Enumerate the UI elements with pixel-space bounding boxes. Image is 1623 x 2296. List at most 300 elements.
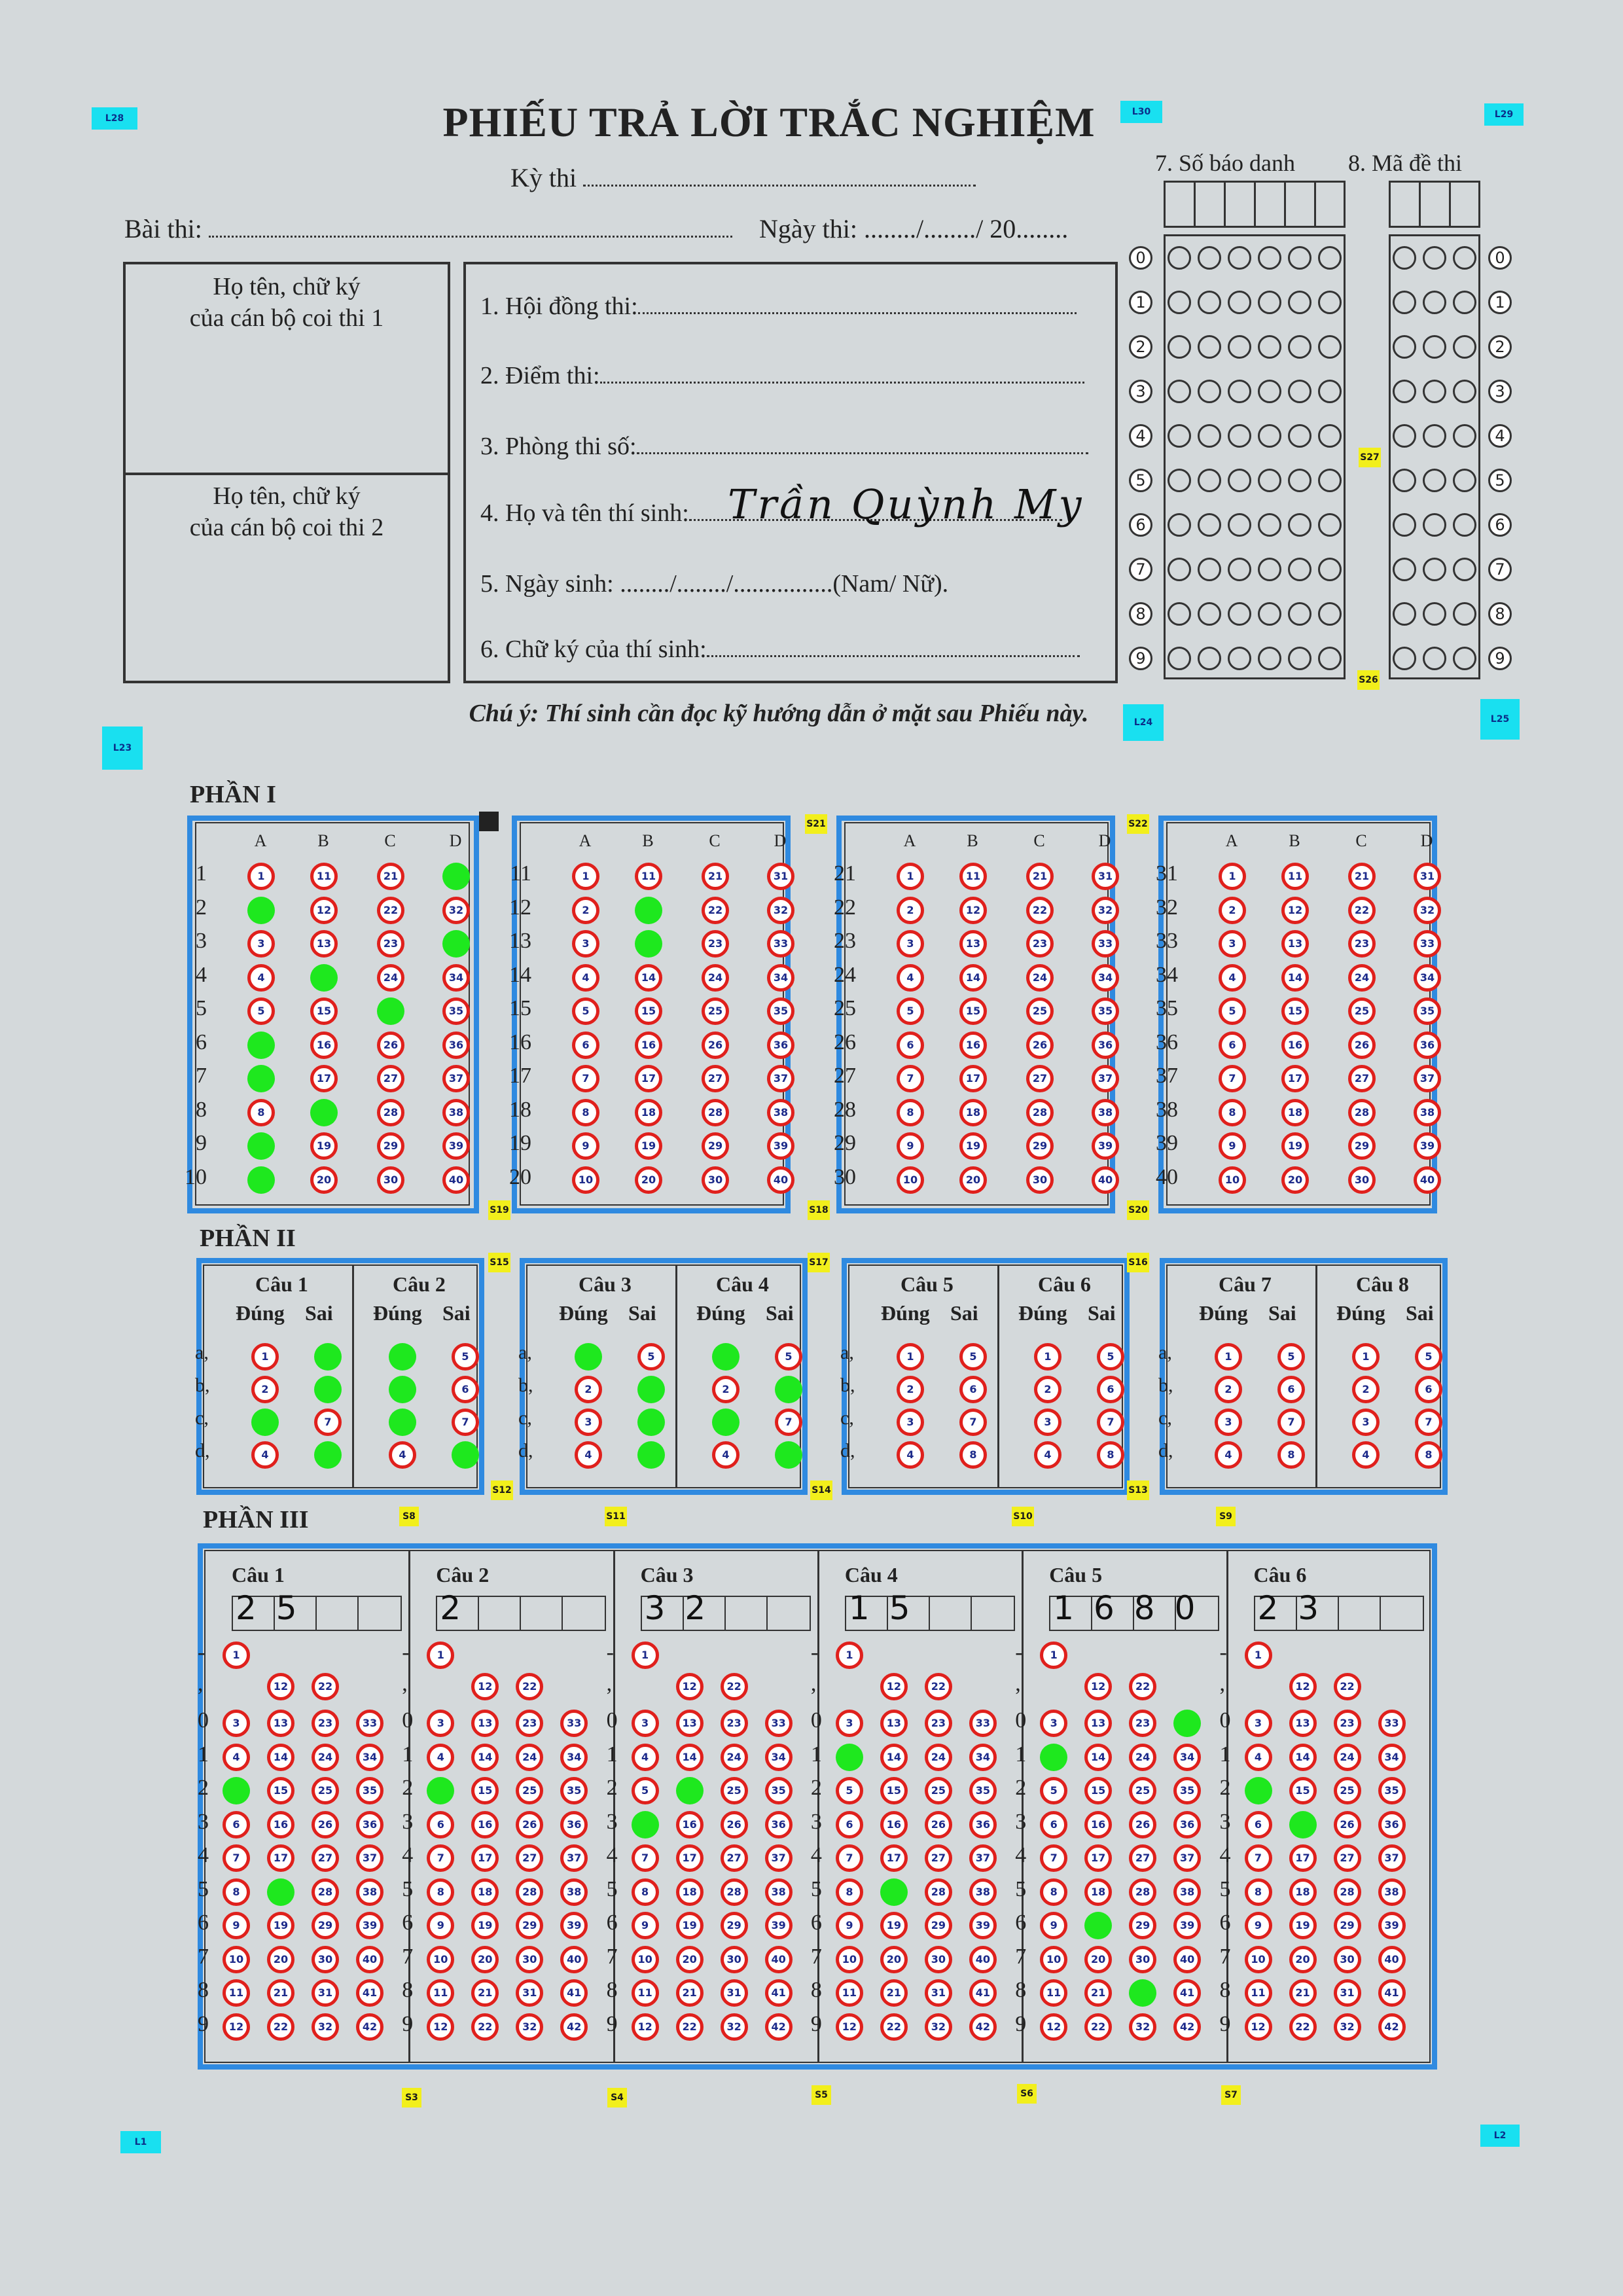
- answer-bubble: 20: [1289, 1946, 1317, 1973]
- answer-bubble: 2: [1034, 1376, 1061, 1403]
- answer-bubble: 29: [1348, 1132, 1376, 1160]
- choice-header: D: [1420, 831, 1433, 850]
- answer-bubble: 10: [572, 1166, 599, 1194]
- sbd-bubble: [1168, 558, 1191, 581]
- made-bubble: [1453, 424, 1476, 448]
- marker-s10: S10: [1012, 1507, 1034, 1526]
- answer-bubble: 31: [312, 1979, 339, 2007]
- row-label: 0: [198, 1708, 209, 1732]
- answer-bubble: 41: [1378, 1979, 1406, 2007]
- answer-bubble: 1: [836, 1641, 863, 1669]
- marker-l30: L30: [1120, 101, 1162, 123]
- marker-s5: S5: [812, 2085, 831, 2105]
- answer-bubble: 35: [1173, 1777, 1201, 1804]
- made-bubble: [1393, 558, 1416, 581]
- answer-bubble: 36: [1414, 1031, 1441, 1059]
- made-bubble: [1393, 602, 1416, 626]
- sbd-bubble: [1168, 647, 1191, 670]
- question-header: Câu 3: [640, 1563, 694, 1587]
- answer-bubble: 9: [1245, 1912, 1272, 1939]
- answer-bubble: 39: [1173, 1912, 1201, 1939]
- sbd-bubble: [1228, 335, 1251, 359]
- answer-bubble: 40: [356, 1946, 383, 1973]
- row-label: 4: [606, 1843, 618, 1867]
- answer-bubble: 42: [560, 2013, 588, 2041]
- field-dots: [600, 375, 1084, 384]
- answer-bubble: 40: [765, 1946, 793, 1973]
- filled-bubble: [442, 863, 470, 890]
- answer-bubble: 29: [1334, 1912, 1361, 1939]
- made-bubble: [1453, 246, 1476, 270]
- row-label: 1: [606, 1742, 618, 1767]
- answer-bubble: 26: [1129, 1811, 1156, 1839]
- filled-bubble: [676, 1777, 704, 1804]
- answer-bubble: 38: [1378, 1878, 1406, 1906]
- answer-bubble: 32: [1129, 2013, 1156, 2041]
- filled-bubble: [314, 1376, 342, 1403]
- row-label: 0: [1219, 1708, 1231, 1732]
- sbd-bubble: [1318, 647, 1342, 670]
- answer-bubble: 1: [1219, 863, 1246, 890]
- row-label: 2: [1015, 1776, 1027, 1800]
- row-label: 4: [1219, 1843, 1231, 1867]
- answer-bubble: 8: [836, 1878, 863, 1906]
- digit-label-right: 8: [1488, 602, 1512, 626]
- filled-bubble: [389, 1343, 416, 1371]
- answer-bubble: 14: [1084, 1744, 1112, 1771]
- answer-bubble: 39: [356, 1912, 383, 1939]
- answer-bubble: 1: [1040, 1641, 1067, 1669]
- answer-bubble: 22: [721, 1673, 748, 1700]
- answer-bubble: 30: [702, 1166, 729, 1194]
- row-label: 0: [1015, 1708, 1027, 1732]
- question-number: 3: [196, 929, 207, 953]
- answer-bubble: 10: [836, 1946, 863, 1973]
- sbd-bubble: [1198, 424, 1221, 448]
- answer-bubble: 1: [247, 863, 275, 890]
- answer-bubble: 30: [312, 1946, 339, 1973]
- sai-header: Sai: [442, 1301, 471, 1325]
- sbd-label: 7. Số báo danh: [1155, 150, 1295, 176]
- phan2-divider: [997, 1265, 999, 1488]
- row-label: c,: [518, 1407, 532, 1429]
- answer-bubble: 20: [676, 1946, 704, 1973]
- answer-bubble: 9: [897, 1132, 924, 1160]
- answer-bubble: 20: [635, 1166, 662, 1194]
- choice-header: D: [774, 831, 787, 850]
- answer-bubble: 7: [223, 1844, 250, 1872]
- sbd-bubble: [1198, 380, 1221, 403]
- answer-bubble: 18: [471, 1878, 499, 1906]
- answer-bubble: 1: [897, 1343, 924, 1371]
- row-label: 8: [198, 1978, 209, 2002]
- answer-bubble: 33: [765, 1710, 793, 1737]
- row-label: 6: [1015, 1910, 1027, 1935]
- row-label: 7: [198, 1944, 209, 1969]
- answer-bubble: 36: [356, 1811, 383, 1839]
- sbd-bubble: [1228, 291, 1251, 314]
- sbd-bubble: [1168, 291, 1191, 314]
- made-bubble: [1453, 291, 1476, 314]
- row-label: a,: [1158, 1342, 1172, 1363]
- answer-bubble: 37: [356, 1844, 383, 1872]
- proctor-2-label: Họ tên, chữ ký của cán bộ coi thi 2: [189, 482, 384, 541]
- choice-header: C: [384, 831, 396, 850]
- sai-header: Sai: [950, 1301, 978, 1325]
- answer-bubble: 26: [1334, 1811, 1361, 1839]
- choice-header: A: [903, 831, 916, 850]
- answer-bubble: 26: [702, 1031, 729, 1059]
- answer-bubble: 19: [635, 1132, 662, 1160]
- made-bubble: [1453, 558, 1476, 581]
- row-label: 7: [606, 1944, 618, 1969]
- filled-bubble: [1289, 1811, 1317, 1839]
- row-label: 3: [1219, 1809, 1231, 1834]
- marker-l25: L25: [1480, 699, 1520, 740]
- answer-bubble: 36: [767, 1031, 794, 1059]
- digit-label-left: 1: [1129, 291, 1152, 314]
- sbd-write-divider: [1314, 181, 1316, 228]
- digit-label-left: 7: [1129, 558, 1152, 581]
- answer-bubble: 11: [959, 863, 987, 890]
- row-label: 9: [810, 2011, 822, 2036]
- answer-bubble: 34: [969, 1744, 997, 1771]
- answer-bubble: 30: [1334, 1946, 1361, 1973]
- answer-bubble: 18: [959, 1099, 987, 1126]
- answer-bubble: 12: [1040, 2013, 1067, 2041]
- digit-label-right: 0: [1488, 246, 1512, 270]
- row-label: 8: [810, 1978, 822, 2002]
- answer-bubble: 4: [247, 964, 275, 992]
- answer-bubble: 12: [1245, 2013, 1272, 2041]
- answer-bubble: 3: [1219, 930, 1246, 958]
- answer-bubble: 31: [767, 863, 794, 890]
- answer-bubble: 7: [572, 1065, 599, 1092]
- answer-bubble: 9: [836, 1912, 863, 1939]
- filled-bubble: [247, 897, 275, 924]
- answer-bubble: 15: [310, 997, 338, 1025]
- answer-bubble: 22: [1334, 1673, 1361, 1700]
- sbd-bubble: [1288, 291, 1311, 314]
- anchor-square: [479, 812, 499, 831]
- answer-bubble: 33: [1092, 930, 1119, 958]
- answer-bubble: 3: [897, 1408, 924, 1436]
- answer-bubble: 39: [1414, 1132, 1441, 1160]
- answer-bubble: 28: [721, 1878, 748, 1906]
- row-label: 3: [1015, 1809, 1027, 1834]
- made-bubble: [1423, 602, 1446, 626]
- filled-bubble: [637, 1408, 665, 1436]
- question-number: 1: [196, 861, 207, 886]
- field-diem-thi-label: 2. Điểm thi:: [480, 362, 600, 389]
- answer-bubble: 34: [767, 964, 794, 992]
- answer-bubble: 7: [959, 1408, 987, 1436]
- answer-bubble: 5: [1415, 1343, 1442, 1371]
- answer-bubble: 14: [959, 964, 987, 992]
- row-label: d,: [840, 1440, 855, 1462]
- answer-bubble: 40: [1173, 1946, 1201, 1973]
- answer-bubble: 38: [1173, 1878, 1201, 1906]
- row-label: ,: [198, 1672, 204, 1696]
- answer-bubble: 35: [560, 1777, 588, 1804]
- answer-bubble: 32: [1334, 2013, 1361, 2041]
- answer-bubble: 26: [312, 1811, 339, 1839]
- question-header: Câu 1: [255, 1272, 308, 1296]
- filled-bubble: [836, 1744, 863, 1771]
- answer-bubble: 23: [702, 930, 729, 958]
- marker-l23: L23: [102, 726, 143, 770]
- answer-bubble: 1: [427, 1641, 454, 1669]
- dung-header: Đúng: [1199, 1301, 1248, 1325]
- answer-bubble: 23: [377, 930, 404, 958]
- dung-header: Đúng: [373, 1301, 422, 1325]
- digit-label-right: 4: [1488, 424, 1512, 448]
- answer-bubble: 20: [1281, 1166, 1309, 1194]
- digit-label-right: 6: [1488, 513, 1512, 537]
- ky-thi-dots: [583, 178, 976, 187]
- sbd-bubble: [1318, 335, 1342, 359]
- row-label: 6: [810, 1910, 822, 1935]
- sbd-bubble: [1228, 513, 1251, 537]
- answer-bubble: 14: [1281, 964, 1309, 992]
- sbd-bubble: [1228, 469, 1251, 492]
- answer-bubble: 25: [516, 1777, 543, 1804]
- answer-bubble: 36: [765, 1811, 793, 1839]
- answer-bubble: 16: [635, 1031, 662, 1059]
- row-label: 7: [810, 1944, 822, 1969]
- answer-bubble: 27: [312, 1844, 339, 1872]
- sbd-bubble: [1288, 469, 1311, 492]
- answer-bubble: 3: [427, 1710, 454, 1737]
- answer-bubble: 19: [959, 1132, 987, 1160]
- answer-bubble: 22: [1289, 2013, 1317, 2041]
- answer-bubble: 37: [969, 1844, 997, 1872]
- answer-bubble: 31: [925, 1979, 952, 2007]
- answer-bubble: 25: [1348, 997, 1376, 1025]
- answer-bubble: 5: [1097, 1343, 1124, 1371]
- answer-bubble: 27: [377, 1065, 404, 1092]
- answer-bubble: 8: [1040, 1878, 1067, 1906]
- filled-bubble: [247, 1132, 275, 1160]
- row-label: 4: [198, 1843, 209, 1867]
- answer-bubble: 5: [775, 1343, 802, 1371]
- answer-bubble: 6: [897, 1031, 924, 1059]
- answer-bubble: 2: [1219, 897, 1246, 924]
- answer-bubble: 1: [1352, 1343, 1380, 1371]
- answer-bubble: 18: [635, 1099, 662, 1126]
- row-label: 5: [606, 1876, 618, 1901]
- row-label: d,: [518, 1440, 533, 1462]
- answer-bubble: 7: [836, 1844, 863, 1872]
- filled-bubble: [775, 1441, 802, 1469]
- question-number: 17: [509, 1064, 531, 1088]
- made-bubble: [1393, 469, 1416, 492]
- answer-bubble: 27: [1334, 1844, 1361, 1872]
- answer-bubble: 41: [356, 1979, 383, 2007]
- answer-bubble: 22: [1084, 2013, 1112, 2041]
- answer-bubble: 4: [1034, 1441, 1061, 1469]
- answer-write-divider: [520, 1596, 521, 1631]
- answer-bubble: 2: [897, 897, 924, 924]
- digit-label-left: 6: [1129, 513, 1152, 537]
- row-label: b,: [840, 1374, 855, 1396]
- answer-bubble: 27: [1026, 1065, 1054, 1092]
- answer-bubble: 23: [1348, 930, 1376, 958]
- sbd-bubble: [1318, 602, 1342, 626]
- filled-bubble: [452, 1441, 479, 1469]
- row-label: 9: [402, 2011, 414, 2036]
- answer-bubble: 26: [377, 1031, 404, 1059]
- made-bubble: [1453, 647, 1476, 670]
- answer-bubble: 8: [247, 1099, 275, 1126]
- answer-bubble: 12: [223, 2013, 250, 2041]
- answer-bubble: 42: [969, 2013, 997, 2041]
- answer-bubble: 32: [1092, 897, 1119, 924]
- answer-bubble: 12: [1281, 897, 1309, 924]
- answer-bubble: 29: [516, 1912, 543, 1939]
- filled-bubble: [314, 1343, 342, 1371]
- answer-bubble: 28: [702, 1099, 729, 1126]
- filled-bubble: [637, 1376, 665, 1403]
- question-number: 33: [1156, 929, 1178, 953]
- answer-bubble: 8: [1277, 1441, 1305, 1469]
- row-label: ,: [402, 1672, 408, 1696]
- row-label: d,: [1158, 1440, 1173, 1462]
- choice-header: A: [579, 831, 592, 850]
- answer-bubble: 11: [632, 1979, 659, 2007]
- dung-header: Đúng: [559, 1301, 608, 1325]
- answer-bubble: 8: [223, 1878, 250, 1906]
- answer-bubble: 23: [721, 1710, 748, 1737]
- answer-bubble: 10: [427, 1946, 454, 1973]
- answer-write-divider: [971, 1596, 972, 1631]
- marker-s20: S20: [1127, 1200, 1149, 1220]
- answer-bubble: 9: [1040, 1912, 1067, 1939]
- answer-bubble: 24: [377, 964, 404, 992]
- answer-bubble: 9: [223, 1912, 250, 1939]
- filled-bubble: [1129, 1979, 1156, 2007]
- sbd-bubble: [1258, 647, 1281, 670]
- phan1-label: PHẦN I: [190, 781, 276, 808]
- answer-bubble: 36: [1173, 1811, 1201, 1839]
- sbd-bubble: [1198, 602, 1221, 626]
- digit-label-left: 9: [1129, 647, 1152, 670]
- answer-bubble: 42: [765, 2013, 793, 2041]
- answer-bubble: 16: [471, 1811, 499, 1839]
- filled-bubble: [635, 897, 662, 924]
- answer-bubble: 28: [1026, 1099, 1054, 1126]
- answer-bubble: 7: [1040, 1844, 1067, 1872]
- answer-bubble: 3: [836, 1710, 863, 1737]
- made-bubble: [1393, 335, 1416, 359]
- answer-bubble: 34: [765, 1744, 793, 1771]
- made-write-box: [1389, 181, 1480, 228]
- answer-bubble: 4: [572, 964, 599, 992]
- answer-bubble: 22: [267, 2013, 294, 2041]
- filled-bubble: [637, 1441, 665, 1469]
- marker-s7: S7: [1221, 2085, 1241, 2105]
- answer-bubble: 8: [1415, 1441, 1442, 1469]
- marker-s22: S22: [1127, 814, 1149, 834]
- answer-bubble: 32: [925, 2013, 952, 2041]
- answer-bubble: 41: [765, 1979, 793, 2007]
- question-number: 7: [196, 1064, 207, 1088]
- bai-thi-dots: [209, 229, 732, 238]
- marker-s8: S8: [399, 1507, 419, 1526]
- answer-bubble: 19: [880, 1912, 908, 1939]
- answer-bubble: 11: [1245, 1979, 1272, 2007]
- row-label: 6: [198, 1910, 209, 1935]
- sbd-bubble: [1288, 647, 1311, 670]
- filled-bubble: [1040, 1744, 1067, 1771]
- answer-bubble: 7: [427, 1844, 454, 1872]
- dung-header: Đúng: [881, 1301, 930, 1325]
- marker-s21: S21: [805, 814, 827, 834]
- sbd-bubble: [1288, 513, 1311, 537]
- answer-bubble: 15: [267, 1777, 294, 1804]
- answer-bubble: 9: [1219, 1132, 1246, 1160]
- sbd-bubble: [1168, 424, 1191, 448]
- answer-bubble: 14: [676, 1744, 704, 1771]
- answer-bubble: 26: [1026, 1031, 1054, 1059]
- digit-label-left: 3: [1129, 380, 1152, 403]
- answer-bubble: 35: [767, 997, 794, 1025]
- row-label: 6: [606, 1910, 618, 1935]
- answer-bubble: 41: [969, 1979, 997, 2007]
- question-number: 15: [509, 996, 531, 1020]
- made-bubble: [1453, 513, 1476, 537]
- answer-bubble: 7: [1277, 1408, 1305, 1436]
- answer-bubble: 1: [632, 1641, 659, 1669]
- choice-header: D: [449, 831, 462, 850]
- row-label: 8: [606, 1978, 618, 2002]
- answer-bubble: 38: [356, 1878, 383, 1906]
- question-number: 5: [196, 996, 207, 1020]
- phan3-label: PHẦN III: [203, 1506, 309, 1534]
- row-label: 9: [1015, 2011, 1027, 2036]
- answer-bubble: 16: [310, 1031, 338, 1059]
- answer-bubble: 38: [442, 1099, 470, 1126]
- filled-bubble: [1245, 1777, 1272, 1804]
- answer-bubble: 39: [1092, 1132, 1119, 1160]
- answer-bubble: 37: [765, 1844, 793, 1872]
- answer-bubble: 25: [721, 1777, 748, 1804]
- question-number: 4: [196, 962, 207, 987]
- answer-bubble: 27: [925, 1844, 952, 1872]
- question-number: 18: [509, 1097, 531, 1122]
- answer-bubble: 34: [1414, 964, 1441, 992]
- answer-bubble: 11: [427, 1979, 454, 2007]
- sai-header: Sai: [1088, 1301, 1116, 1325]
- answer-bubble: 19: [471, 1912, 499, 1939]
- sbd-bubble: [1318, 469, 1342, 492]
- row-label: d,: [195, 1440, 210, 1462]
- answer-bubble: 14: [471, 1744, 499, 1771]
- row-label: 3: [810, 1809, 822, 1834]
- filled-bubble: [389, 1376, 416, 1403]
- answer-bubble: 19: [267, 1912, 294, 1939]
- answer-bubble: 3: [1352, 1408, 1380, 1436]
- answer-bubble: 33: [969, 1710, 997, 1737]
- answer-bubble: 23: [1334, 1710, 1361, 1737]
- marker-s18: S18: [808, 1200, 830, 1220]
- sbd-bubble: [1288, 246, 1311, 270]
- answer-bubble: 35: [356, 1777, 383, 1804]
- answer-bubble: 17: [471, 1844, 499, 1872]
- row-label: 2: [810, 1776, 822, 1800]
- answer-bubble: 40: [560, 1946, 588, 1973]
- sbd-write-divider: [1224, 181, 1226, 228]
